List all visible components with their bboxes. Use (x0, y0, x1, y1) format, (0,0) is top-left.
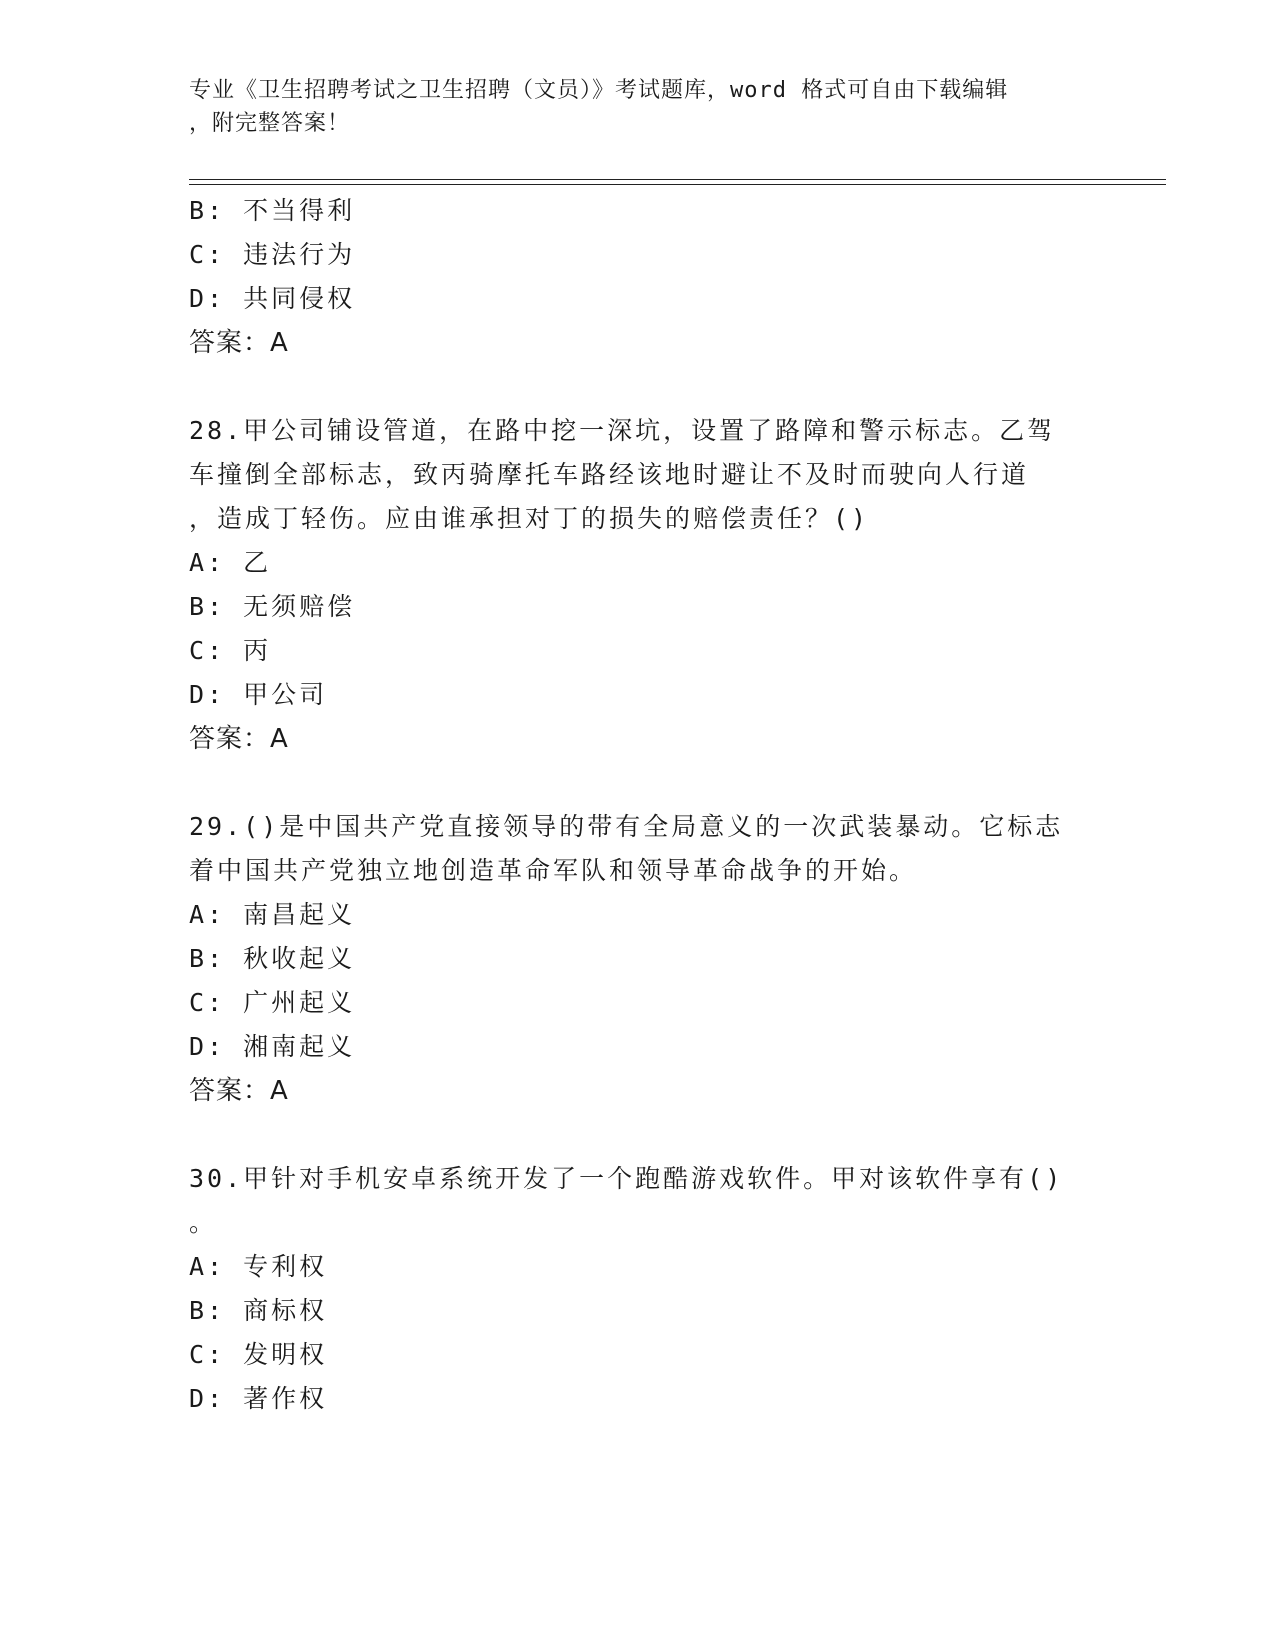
header-line-1: 专业《卫生招聘考试之卫生招聘（文员）》考试题库，word 格式可自由下载编辑 (189, 78, 1009, 103)
prev-option-b: B: 不当得利 (189, 196, 356, 225)
q28-option-c: C: 丙 (189, 636, 272, 665)
q30-text-line-1: 30.甲针对手机安卓系统开发了一个跑酷游戏软件。甲对该软件享有() (189, 1164, 1064, 1193)
q28-option-d: D: 甲公司 (189, 680, 328, 709)
q30-option-a: A: 专利权 (189, 1252, 328, 1281)
q29-option-b: B: 秋收起义 (189, 944, 356, 973)
q30-option-b: B: 商标权 (189, 1296, 328, 1325)
q28-text-line-2: 车撞倒全部标志，致丙骑摩托车路经该地时避让不及时而驶向人行道 (189, 460, 1030, 489)
prev-answer: 答案：A (189, 328, 289, 358)
q30-text-line-2: 。 (189, 1208, 218, 1237)
q28-option-a: A: 乙 (189, 548, 272, 577)
header-line-2: ，附完整答案！ (189, 111, 351, 136)
q29-answer: 答案：A (189, 1076, 289, 1106)
q28-text-line-1: 28.甲公司铺设管道，在路中挖一深坑，设置了路障和警示标志。乙驾 (189, 416, 1056, 445)
prev-option-d: D: 共同侵权 (189, 284, 356, 313)
q30-option-d: D: 著作权 (189, 1384, 328, 1413)
prev-option-c: C: 违法行为 (189, 240, 356, 269)
q29-option-a: A: 南昌起义 (189, 900, 356, 929)
q29-text-line-1: 29.()是中国共产党直接领导的带有全局意义的一次武装暴动。它标志 (189, 812, 1064, 841)
q29-option-d: D: 湘南起义 (189, 1032, 356, 1061)
header-divider-top (189, 179, 1166, 180)
q29-text-line-2: 着中国共产党独立地创造革命军队和领导革命战争的开始。 (189, 856, 918, 885)
q28-text-line-3: ，造成丁轻伤。应由谁承担对丁的损失的赔偿责任？() (189, 504, 870, 533)
header-divider-bottom (189, 184, 1166, 185)
q30-option-c: C: 发明权 (189, 1340, 328, 1369)
q28-option-b: B: 无须赔偿 (189, 592, 356, 621)
document-header (189, 74, 1069, 140)
q29-option-c: C: 广州起义 (189, 988, 356, 1017)
q28-answer: 答案：A (189, 724, 289, 754)
